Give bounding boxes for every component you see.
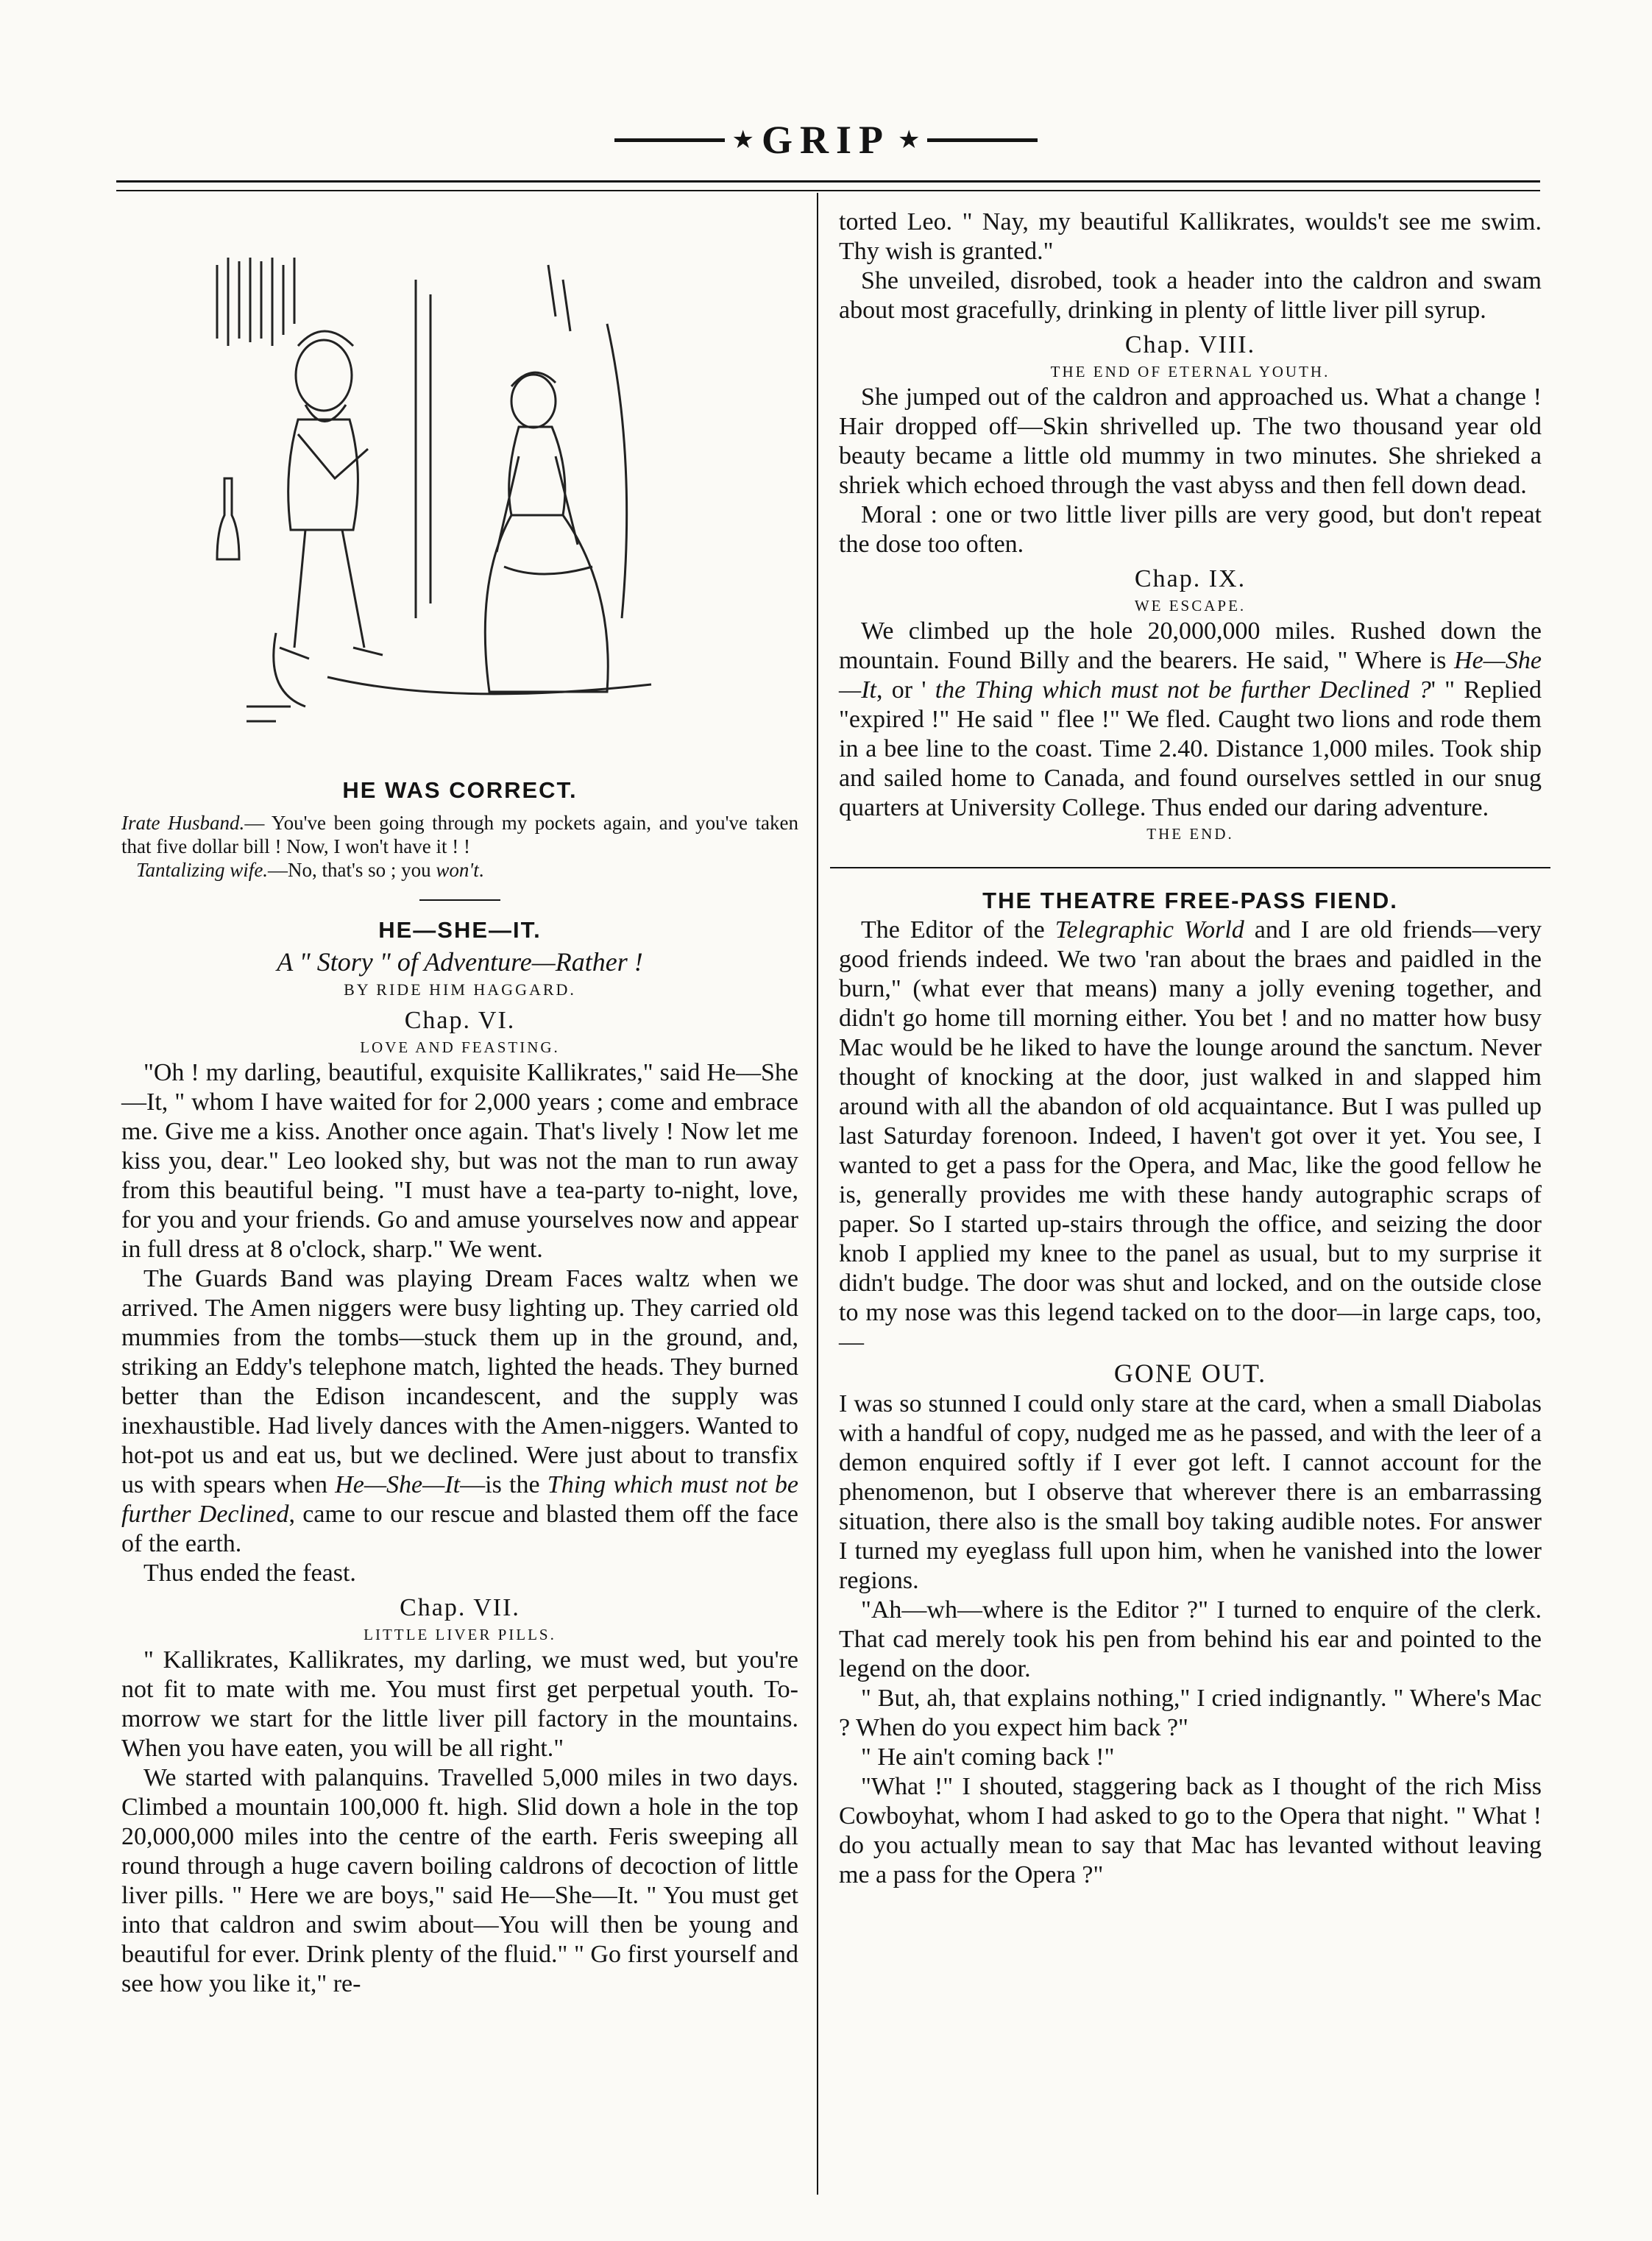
masthead-rule-right bbox=[927, 138, 1038, 142]
chapter-subtitle: THE END OF ETERNAL YOUTH. bbox=[1050, 363, 1330, 380]
paragraph: The Editor of the Telegraphic World and I are old friends—very good friends indeed. We two 'ran about the braes and paidled in the burn," (what ever that means) many a jolly evening together, and didn't go home till morning either. You bet ! and no matter how busy Mac would be he liked to have the lounge around the sanctum. Never thought of knocking at the door, just walked in and slapped him around with all the abandon of old acquaintance. But I was pulled up last Saturday forenoon. Indeed, I haven't got over it yet. You see, I wanted to get a pass for the Opera, and Mac, like the good fellow he is, generally provides me with these handy autographic scraps of paper. So I started up-stairs through the office, and seizing the door knob I applied my knee to the panel as usual, but to my surprise it didn't budge. The door was shut and locked, and on the outside close to my nose was this legend tacked on to the door—in large caps, too,— bbox=[839, 916, 1542, 1356]
section-rule bbox=[419, 899, 500, 901]
paragraph: "What !" I shouted, staggering back as I thought of the rich Miss Cowboyhat, whom I had asked to go to the Opera that night. " What ! do you actually mean to say that Mac has levanted without leaving me a pass for the Opera ?" bbox=[839, 1773, 1542, 1888]
caption-line-husband bbox=[121, 811, 798, 858]
paragraph: Moral : one or two little liver pills are very good, but don't repeat the dose too often. bbox=[839, 501, 1542, 558]
wife-line-end: . bbox=[478, 859, 484, 881]
wife-line: —No, that's so ; you bbox=[268, 859, 436, 881]
header-rule bbox=[116, 180, 1540, 183]
right-column bbox=[839, 208, 1542, 1890]
wife-line-emphasis: won't bbox=[436, 859, 479, 881]
chapter-subtitle: LOVE AND FEASTING. bbox=[360, 1038, 560, 1056]
paragraph: "Ah—wh—where is the Editor ?" I turned to enquire of the clerk. That cad merely took his pen from behind his ear and pointed to the legend on the door. bbox=[839, 1596, 1542, 1682]
story-byline: BY RIDE HIM HAGGARD. bbox=[344, 980, 576, 999]
paragraph: She jumped out of the caldron and approached us. What a change ! Hair dropped off—Skin shrivelled up. The two thousand year old beauty became a little old mummy in two minutes. She shrieked a shriek which echoed through the vast abyss and then fell down dead. bbox=[839, 383, 1542, 499]
cartoon-caption bbox=[121, 811, 798, 882]
speaker-wife: Tantalizing wife. bbox=[136, 859, 269, 881]
article-title: THE THEATRE FREE-PASS FIEND. bbox=[982, 888, 1398, 913]
star-ornament-icon: ★ bbox=[731, 127, 754, 154]
left-column bbox=[121, 199, 798, 1999]
paragraph: torted Leo. " Nay, my beautiful Kallikrates, woulds't see me swim. Thy wish is granted." bbox=[839, 208, 1542, 265]
paragraph: We started with palanquins. Travelled 5,000 miles in two days. Climbed a mountain 100,000 ft. high. Slid down a hole in the top 20,000,000 miles into the centre of the earth. Feris sweeping all round through a huge cavern boiling caldrons of decoction of little liver pills. " Here we are boys," said He—She—It. " You must get into that caldron and swim about—You will then be young and beautiful for ever. Drink plenty of the fluid." " Go first yourself and see how you like it," re- bbox=[121, 1764, 798, 1997]
header-rule-thin bbox=[116, 190, 1540, 191]
paragraph: " Kallikrates, Kallikrates, my darling, we must wed, but you're not fit to mate with me. You must first get perpetual youth. To-morrow we start for the little liver pill factory in the mountains. When you have eaten, you will be all right." bbox=[121, 1646, 798, 1762]
paragraph: "Oh ! my darling, beautiful, exquisite Kallikrates," said He—She—It, " whom I have waited for for 2,000 years ; come and embrace me. Give me a kiss. Another once again. That's lively ! Now let me kiss you, dear." Leo looked shy, but was not the man to run away from this beautiful being. "I must have a tea-party to-night, love, for you and your friends. Go and amuse yourselves now and appear in full dress at 8 o'clock, sharp." We went. bbox=[121, 1059, 798, 1263]
star-ornament-icon: ★ bbox=[898, 127, 921, 154]
story-end-label: THE END. bbox=[1146, 825, 1234, 843]
chapter-subtitle: LITTLE LIVER PILLS. bbox=[364, 1626, 556, 1643]
chapter-heading: Chap. IX. bbox=[1134, 565, 1247, 592]
masthead-rule-left bbox=[614, 138, 725, 142]
chapter-heading: Chap. VI. bbox=[404, 1007, 516, 1034]
paragraph: Thus ended the feast. bbox=[143, 1560, 356, 1587]
paragraph: " He ain't coming back !" bbox=[861, 1743, 1115, 1771]
cartoon-illustration bbox=[195, 236, 666, 751]
masthead-title: GRIP bbox=[762, 118, 890, 162]
speaker-husband: Irate Husband. bbox=[121, 812, 245, 834]
caption-line-wife bbox=[121, 858, 798, 882]
husband-line: — You've been going through my pockets again, and you've taken that five dollar bill ! Now, I won't have it ! ! bbox=[121, 812, 798, 857]
column-divider bbox=[817, 193, 818, 2195]
paragraph: " But, ah, that explains nothing," I cried indignantly. " Where's Mac ? When do you expect him back ?" bbox=[839, 1685, 1542, 1741]
section-rule bbox=[830, 867, 1550, 868]
cartoon-title: HE WAS CORRECT. bbox=[342, 777, 578, 803]
paragraph: I was so stunned I could only stare at the card, when a small Diabolas with a handful of copy, nudged me as he passed, and with the leer of a demon enquired softly if I ever got left. I cannot account for the phenomenon, but I observe that wherever there is an embarrassing situation, there also is the small boy taking audible notes. For answer I turned my eyeglass full upon him, when he vanished into the lower regions. bbox=[839, 1390, 1542, 1594]
story-title: HE—SHE—IT. bbox=[378, 917, 542, 943]
story-subtitle: A " Story " of Adventure—Rather ! bbox=[277, 947, 643, 977]
chapter-subtitle: WE ESCAPE. bbox=[1134, 597, 1247, 615]
paragraph: She unveiled, disrobed, took a header into the caldron and swam about most gracefully, drinking in plenty of little liver pill syrup. bbox=[839, 267, 1542, 324]
paragraph: We climbed up the hole 20,000,000 miles. Rushed down the mountain. Found Billy and the bearers. He said, " Where is He—She—It, or ' the Thing which must not be further Declined ?' " Replied "expired !" He said " flee !" We fled. Caught two lions and rode them in a bee line to the coast. Time 2.40. Distance 1,000 miles. Took ship and sailed home to Canada, and found ourselves settled in our snug quarters at University College. Thus ended our daring adventure. bbox=[839, 617, 1542, 821]
chapter-heading: Chap. VII. bbox=[400, 1594, 520, 1621]
chapter-heading: Chap. VIII. bbox=[1124, 331, 1256, 358]
masthead bbox=[0, 110, 1652, 169]
paragraph: The Guards Band was playing Dream Faces waltz when we arrived. The Amen niggers were busy lighting up. They carried old mummies from the tombs—stuck them up in the ground, and, striking an Eddy's telephone match, lighted the heads. They burned better than the Edison incandescent, and the supply was inexhaustible. Had lively dances with the Amen-niggers. Wanted to hot-pot us and eat us, but we declined. Were just about to transfix us with spears when He—She—It—is the Thing which must not be further Declined, came to our rescue and blasted them off the face of the earth. bbox=[121, 1265, 799, 1557]
door-sign-text: GONE OUT. bbox=[1113, 1359, 1267, 1388]
